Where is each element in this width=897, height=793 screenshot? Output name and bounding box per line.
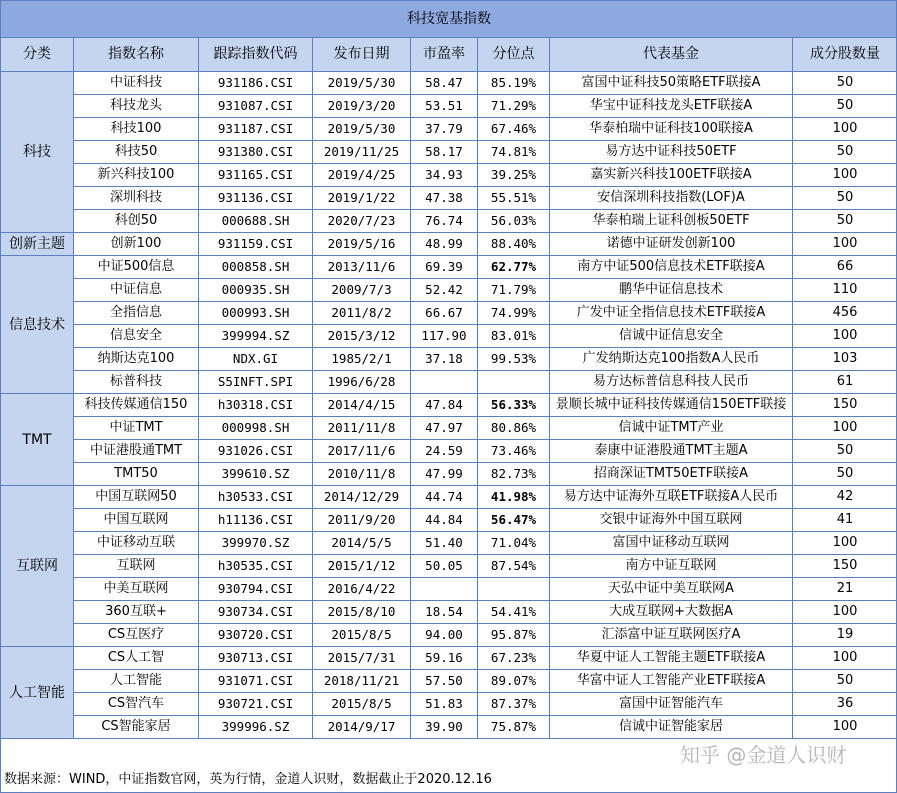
index-code-cell: 931380.CSI — [199, 141, 313, 164]
table-row — [1, 302, 897, 325]
percentile-cell: 39.25% — [478, 164, 550, 187]
pe-ratio-cell: 59.16 — [411, 647, 478, 670]
percentile-cell: 83.01% — [478, 325, 550, 348]
index-code-cell: 399994.SZ — [199, 325, 313, 348]
release-date-cell: 2014/12/29 — [313, 486, 411, 509]
release-date-cell: 2020/7/23 — [313, 210, 411, 233]
header-index-name: 指数名称 — [74, 38, 199, 72]
watermark: 知乎 @金道人识财 — [680, 743, 847, 767]
index-name-cell: CS智能家居 — [74, 716, 199, 739]
index-code-cell: 930721.CSI — [199, 693, 313, 716]
constituent-count-cell: 50 — [793, 141, 897, 164]
constituent-count-cell: 100 — [793, 601, 897, 624]
index-code-cell: 000998.SH — [199, 417, 313, 440]
percentile-cell: 67.46% — [478, 118, 550, 141]
percentile-cell: 95.87% — [478, 624, 550, 647]
table-row — [1, 509, 897, 532]
index-name-cell: 中证港股通TMT — [74, 440, 199, 463]
fund-name-cell: 华富中证人工智能产业ETF联接A — [550, 670, 793, 693]
fund-name-cell: 汇添富中证互联网医疗A — [550, 624, 793, 647]
category-cell: 科技 — [1, 72, 74, 233]
index-code-cell: 931071.CSI — [199, 670, 313, 693]
percentile-cell: 71.04% — [478, 532, 550, 555]
pe-ratio-cell: 47.99 — [411, 463, 478, 486]
index-code-cell: 931026.CSI — [199, 440, 313, 463]
table-row — [1, 624, 897, 647]
table-row — [1, 601, 897, 624]
constituent-count-cell: 50 — [793, 187, 897, 210]
index-name-cell: 中国互联网50 — [74, 486, 199, 509]
release-date-cell: 2015/8/5 — [313, 624, 411, 647]
percentile-cell: 56.03% — [478, 210, 550, 233]
release-date-cell: 1996/6/28 — [313, 371, 411, 394]
header-index-code: 跟踪指数代码 — [199, 38, 313, 72]
index-name-cell: 人工智能 — [74, 670, 199, 693]
release-date-cell: 2019/1/22 — [313, 187, 411, 210]
constituent-count-cell: 150 — [793, 394, 897, 417]
release-date-cell: 2016/4/22 — [313, 578, 411, 601]
index-code-cell: 931187.CSI — [199, 118, 313, 141]
constituent-count-cell: 61 — [793, 371, 897, 394]
data-source-note: 数据来源：WIND，中证指数官网，英为行情，金道人识财，数据截止于2020.12.16 — [4, 772, 492, 787]
index-code-cell: 399996.SZ — [199, 716, 313, 739]
constituent-count-cell: 100 — [793, 532, 897, 555]
table-row — [1, 394, 897, 417]
index-name-cell: 科技100 — [74, 118, 199, 141]
percentile-cell: 41.98% — [478, 486, 550, 509]
table-row — [1, 233, 897, 256]
header-row — [1, 38, 897, 72]
fund-name-cell: 信诚中证信息安全 — [550, 325, 793, 348]
fund-name-cell: 富国中证移动互联网 — [550, 532, 793, 555]
header-percentile: 分位点 — [478, 38, 550, 72]
percentile-cell: 74.81% — [478, 141, 550, 164]
index-code-cell: 931186.CSI — [199, 72, 313, 95]
constituent-count-cell: 42 — [793, 486, 897, 509]
constituent-count-cell: 50 — [793, 670, 897, 693]
index-name-cell: 中证移动互联 — [74, 532, 199, 555]
release-date-cell: 2015/8/5 — [313, 693, 411, 716]
table-row — [1, 440, 897, 463]
pe-ratio-cell: 58.47 — [411, 72, 478, 95]
category-cell: 互联网 — [1, 486, 74, 647]
table-row — [1, 716, 897, 739]
fund-name-cell: 华夏中证人工智能主题ETF联接A — [550, 647, 793, 670]
release-date-cell: 2011/11/8 — [313, 417, 411, 440]
fund-name-cell: 景顺长城中证科技传媒通信150ETF联接 — [550, 394, 793, 417]
table-row — [1, 210, 897, 233]
pe-ratio-cell: 44.74 — [411, 486, 478, 509]
index-name-cell: 科技50 — [74, 141, 199, 164]
index-code-cell: NDX.GI — [199, 348, 313, 371]
table-row — [1, 578, 897, 601]
pe-ratio-cell: 69.39 — [411, 256, 478, 279]
fund-name-cell: 易方达标普信息科技人民币 — [550, 371, 793, 394]
pe-ratio-cell: 94.00 — [411, 624, 478, 647]
index-name-cell: 中证500信息 — [74, 256, 199, 279]
index-name-cell: 科技龙头 — [74, 95, 199, 118]
table-row — [1, 72, 897, 95]
constituent-count-cell: 100 — [793, 233, 897, 256]
release-date-cell: 2011/8/2 — [313, 302, 411, 325]
table-row — [1, 417, 897, 440]
pe-ratio-cell: 66.67 — [411, 302, 478, 325]
table-row — [1, 141, 897, 164]
index-name-cell: 全指信息 — [74, 302, 199, 325]
fund-name-cell: 安信深圳科技指数(LOF)A — [550, 187, 793, 210]
percentile-cell: 75.87% — [478, 716, 550, 739]
release-date-cell: 2015/1/12 — [313, 555, 411, 578]
percentile-cell: 67.23% — [478, 647, 550, 670]
table-row — [1, 95, 897, 118]
header-pe: 市盈率 — [411, 38, 478, 72]
constituent-count-cell: 100 — [793, 118, 897, 141]
index-name-cell: TMT50 — [74, 463, 199, 486]
fund-name-cell: 鹏华中证信息技术 — [550, 279, 793, 302]
constituent-count-cell: 100 — [793, 325, 897, 348]
constituent-count-cell: 21 — [793, 578, 897, 601]
index-name-cell: 信息安全 — [74, 325, 199, 348]
release-date-cell: 2019/5/30 — [313, 72, 411, 95]
pe-ratio-cell: 47.97 — [411, 417, 478, 440]
pe-ratio-cell: 39.90 — [411, 716, 478, 739]
release-date-cell: 2018/11/21 — [313, 670, 411, 693]
percentile-cell: 99.53% — [478, 348, 550, 371]
percentile-cell: 55.51% — [478, 187, 550, 210]
release-date-cell: 2015/7/31 — [313, 647, 411, 670]
pe-ratio-cell: 24.59 — [411, 440, 478, 463]
table-row — [1, 187, 897, 210]
constituent-count-cell: 456 — [793, 302, 897, 325]
release-date-cell: 2015/3/12 — [313, 325, 411, 348]
constituent-count-cell: 100 — [793, 417, 897, 440]
pe-ratio-cell: 34.93 — [411, 164, 478, 187]
index-code-cell: 000858.SH — [199, 256, 313, 279]
percentile-cell: 56.33% — [478, 394, 550, 417]
fund-name-cell: 大成互联网+大数据A — [550, 601, 793, 624]
fund-name-cell: 南方中证500信息技术ETF联接A — [550, 256, 793, 279]
fund-name-cell: 华泰柏瑞上证科创板50ETF — [550, 210, 793, 233]
table-row — [1, 486, 897, 509]
percentile-cell: 88.40% — [478, 233, 550, 256]
table-row — [1, 164, 897, 187]
index-code-cell: 399610.SZ — [199, 463, 313, 486]
constituent-count-cell: 100 — [793, 716, 897, 739]
constituent-count-cell: 41 — [793, 509, 897, 532]
release-date-cell: 2019/4/25 — [313, 164, 411, 187]
table-row — [1, 463, 897, 486]
percentile-cell: 87.54% — [478, 555, 550, 578]
fund-name-cell: 泰康中证港股通TMT主题A — [550, 440, 793, 463]
table-row — [1, 325, 897, 348]
fund-name-cell: 天弘中证中美互联网A — [550, 578, 793, 601]
index-name-cell: 中美互联网 — [74, 578, 199, 601]
index-code-cell: 399970.SZ — [199, 532, 313, 555]
index-code-cell: h30535.CSI — [199, 555, 313, 578]
percentile-cell: 80.86% — [478, 417, 550, 440]
release-date-cell: 2014/9/17 — [313, 716, 411, 739]
constituent-count-cell: 103 — [793, 348, 897, 371]
header-constituents: 成分股数量 — [793, 38, 897, 72]
category-cell: TMT — [1, 394, 74, 486]
pe-ratio-cell: 53.51 — [411, 95, 478, 118]
release-date-cell: 2019/11/25 — [313, 141, 411, 164]
release-date-cell: 2009/7/3 — [313, 279, 411, 302]
table-row — [1, 693, 897, 716]
pe-ratio-cell: 57.50 — [411, 670, 478, 693]
category-cell: 人工智能 — [1, 647, 74, 739]
index-name-cell: 科技传媒通信150 — [74, 394, 199, 417]
fund-name-cell: 交银中证海外中国互联网 — [550, 509, 793, 532]
index-name-cell: 纳斯达克100 — [74, 348, 199, 371]
table-row — [1, 348, 897, 371]
index-name-cell: 标普科技 — [74, 371, 199, 394]
fund-name-cell: 富国中证科技50策略ETF联接A — [550, 72, 793, 95]
release-date-cell: 2015/8/10 — [313, 601, 411, 624]
constituent-count-cell: 150 — [793, 555, 897, 578]
percentile-cell: 74.99% — [478, 302, 550, 325]
percentile-cell — [478, 371, 550, 394]
fund-name-cell: 广发中证全指信息技术ETF联接A — [550, 302, 793, 325]
pe-ratio-cell: 51.83 — [411, 693, 478, 716]
table-row — [1, 670, 897, 693]
release-date-cell: 2010/11/8 — [313, 463, 411, 486]
constituent-count-cell: 50 — [793, 463, 897, 486]
pe-ratio-cell: 37.79 — [411, 118, 478, 141]
fund-name-cell: 信诚中证智能家居 — [550, 716, 793, 739]
percentile-cell: 89.07% — [478, 670, 550, 693]
release-date-cell: 1985/2/1 — [313, 348, 411, 371]
category-cell: 信息技术 — [1, 256, 74, 394]
percentile-cell: 62.77% — [478, 256, 550, 279]
pe-ratio-cell: 58.17 — [411, 141, 478, 164]
fund-name-cell: 广发纳斯达克100指数A人民币 — [550, 348, 793, 371]
index-name-cell: 中证TMT — [74, 417, 199, 440]
percentile-cell — [478, 578, 550, 601]
table-row — [1, 371, 897, 394]
release-date-cell: 2019/5/30 — [313, 118, 411, 141]
constituent-count-cell: 36 — [793, 693, 897, 716]
constituent-count-cell: 50 — [793, 72, 897, 95]
index-name-cell: 深圳科技 — [74, 187, 199, 210]
pe-ratio-cell: 48.99 — [411, 233, 478, 256]
index-code-cell: h30318.CSI — [199, 394, 313, 417]
release-date-cell: 2017/11/6 — [313, 440, 411, 463]
release-date-cell: 2011/9/20 — [313, 509, 411, 532]
index-code-cell: 931159.CSI — [199, 233, 313, 256]
table-row — [1, 256, 897, 279]
index-code-cell: 000688.SH — [199, 210, 313, 233]
index-code-cell: 000993.SH — [199, 302, 313, 325]
constituent-count-cell: 50 — [793, 95, 897, 118]
percentile-cell: 71.79% — [478, 279, 550, 302]
index-name-cell: CS智汽车 — [74, 693, 199, 716]
fund-name-cell: 信诚中证TMT产业 — [550, 417, 793, 440]
fund-name-cell: 南方中证互联网 — [550, 555, 793, 578]
percentile-cell: 82.73% — [478, 463, 550, 486]
release-date-cell: 2019/5/16 — [313, 233, 411, 256]
pe-ratio-cell — [411, 371, 478, 394]
pe-ratio-cell: 52.42 — [411, 279, 478, 302]
release-date-cell: 2019/3/20 — [313, 95, 411, 118]
index-code-cell: 931136.CSI — [199, 187, 313, 210]
index-name-cell: 360互联+ — [74, 601, 199, 624]
index-name-cell: 中证科技 — [74, 72, 199, 95]
percentile-cell: 54.41% — [478, 601, 550, 624]
constituent-count-cell: 110 — [793, 279, 897, 302]
constituent-count-cell: 50 — [793, 440, 897, 463]
percentile-cell: 87.37% — [478, 693, 550, 716]
release-date-cell: 2014/4/15 — [313, 394, 411, 417]
percentile-cell: 85.19% — [478, 72, 550, 95]
title-row — [1, 1, 897, 38]
index-code-cell: h11136.CSI — [199, 509, 313, 532]
index-name-cell: 中国互联网 — [74, 509, 199, 532]
table-row — [1, 279, 897, 302]
fund-name-cell: 华泰柏瑞中证科技100联接A — [550, 118, 793, 141]
index-code-cell: 931087.CSI — [199, 95, 313, 118]
pe-ratio-cell: 51.40 — [411, 532, 478, 555]
index-name-cell: 新兴科技100 — [74, 164, 199, 187]
index-name-cell: 创新100 — [74, 233, 199, 256]
constituent-count-cell: 66 — [793, 256, 897, 279]
index-code-cell: 930720.CSI — [199, 624, 313, 647]
header-category: 分类 — [1, 38, 74, 72]
table-row — [1, 532, 897, 555]
fund-name-cell: 易方达中证海外互联ETF联接A人民币 — [550, 486, 793, 509]
table-row — [1, 118, 897, 141]
fund-name-cell: 招商深证TMT50ETF联接A — [550, 463, 793, 486]
pe-ratio-cell: 47.38 — [411, 187, 478, 210]
index-code-cell: 000935.SH — [199, 279, 313, 302]
index-code-cell: S5INFT.SPI — [199, 371, 313, 394]
pe-ratio-cell: 37.18 — [411, 348, 478, 371]
fund-name-cell: 易方达中证科技50ETF — [550, 141, 793, 164]
fund-name-cell: 富国中证智能汽车 — [550, 693, 793, 716]
pe-ratio-cell: 18.54 — [411, 601, 478, 624]
constituent-count-cell: 19 — [793, 624, 897, 647]
index-name-cell: 互联网 — [74, 555, 199, 578]
table-body — [1, 72, 897, 739]
pe-ratio-cell: 117.90 — [411, 325, 478, 348]
index-code-cell: 930734.CSI — [199, 601, 313, 624]
release-date-cell: 2014/5/5 — [313, 532, 411, 555]
fund-name-cell: 嘉实新兴科技100ETF联接A — [550, 164, 793, 187]
index-code-cell: 930794.CSI — [199, 578, 313, 601]
header-fund: 代表基金 — [550, 38, 793, 72]
header-release-date: 发布日期 — [313, 38, 411, 72]
constituent-count-cell: 50 — [793, 210, 897, 233]
index-name-cell: CS互医疗 — [74, 624, 199, 647]
constituent-count-cell: 100 — [793, 647, 897, 670]
index-code-cell: h30533.CSI — [199, 486, 313, 509]
pe-ratio-cell: 47.84 — [411, 394, 478, 417]
index-code-cell: 930713.CSI — [199, 647, 313, 670]
constituent-count-cell: 100 — [793, 164, 897, 187]
pe-ratio-cell: 76.74 — [411, 210, 478, 233]
percentile-cell: 73.46% — [478, 440, 550, 463]
release-date-cell: 2013/11/6 — [313, 256, 411, 279]
fund-name-cell: 诺德中证研发创新100 — [550, 233, 793, 256]
pe-ratio-cell — [411, 578, 478, 601]
index-code-cell: 931165.CSI — [199, 164, 313, 187]
pe-ratio-cell: 44.84 — [411, 509, 478, 532]
index-name-cell: 科创50 — [74, 210, 199, 233]
pe-ratio-cell: 50.05 — [411, 555, 478, 578]
index-name-cell: CS人工智 — [74, 647, 199, 670]
index-name-cell: 中证信息 — [74, 279, 199, 302]
table-row — [1, 555, 897, 578]
table-row — [1, 647, 897, 670]
percentile-cell: 71.29% — [478, 95, 550, 118]
percentile-cell: 56.47% — [478, 509, 550, 532]
category-cell: 创新主题 — [1, 233, 74, 256]
fund-name-cell: 华宝中证科技龙头ETF联接A — [550, 95, 793, 118]
table-title: 科技宽基指数 — [1, 1, 897, 38]
